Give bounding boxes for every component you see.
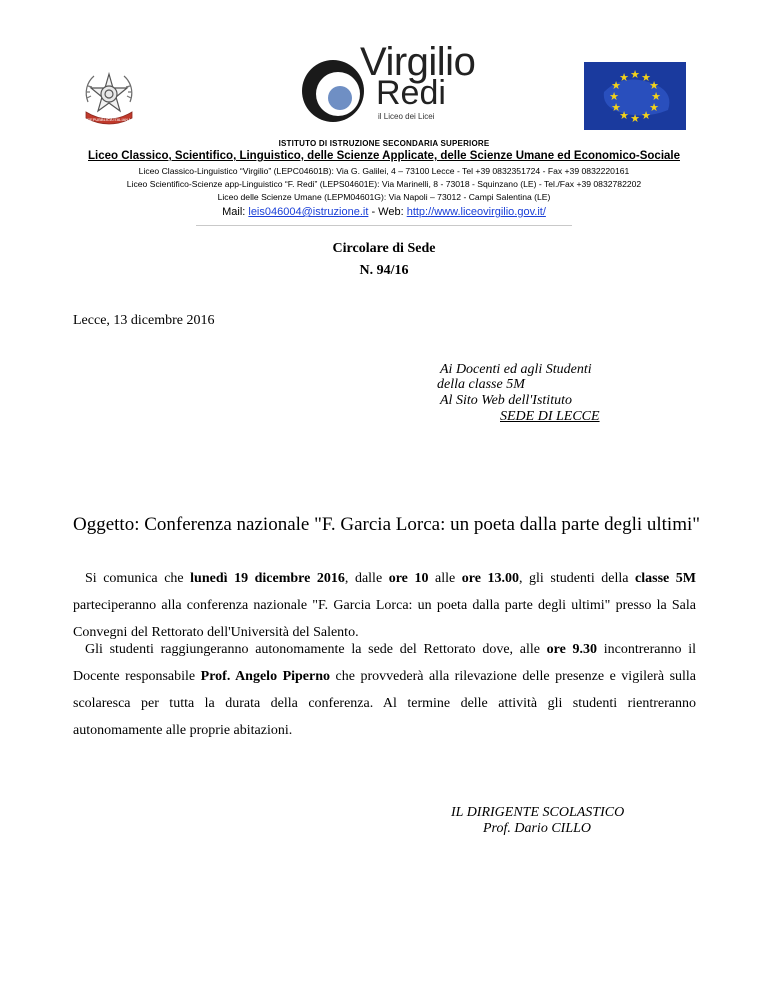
school-logo bbox=[298, 42, 488, 126]
web-label: - Web: bbox=[368, 206, 407, 218]
svg-text:★: ★ bbox=[611, 79, 621, 92]
address-line-redi: Liceo Scientifico-Scienze app-Linguistico “F. Redi” (LEPS04601E): Via Marinelli, 8 - 73018 - Squinzano (LE) - Tel./Fax +39 0832782202 bbox=[126, 179, 642, 189]
svg-text:★: ★ bbox=[630, 68, 640, 81]
circolare-title: Circolare di Sede bbox=[332, 241, 436, 256]
address-line-scienze-umane: Liceo delle Scienze Umane (LEPM04601G): Via Napoli – 73012 - Campi Salentina (LE) bbox=[217, 192, 551, 202]
contact-line bbox=[0, 206, 768, 218]
institute-heading: ISTITUTO DI ISTRUZIONE SECONDARIA SUPERIORE bbox=[278, 139, 490, 148]
document-date: Lecce, 13 dicembre 2016 bbox=[73, 313, 215, 328]
logo-tagline: il Liceo dei Licei bbox=[378, 112, 435, 121]
svg-text:★: ★ bbox=[630, 112, 640, 125]
svg-text:★: ★ bbox=[641, 109, 651, 122]
header-divider bbox=[196, 225, 572, 226]
address-line-virgilio: Liceo Classico-Linguistico “Virgilio” (LEPC04601B): Via G. Galilei, 4 – 73100 Lecce - Tel +39 0832351724 - Fax +39 0832220161 bbox=[138, 166, 630, 176]
italian-republic-emblem-icon bbox=[78, 68, 140, 130]
svg-text:★: ★ bbox=[641, 71, 651, 84]
subject-line: Oggetto: Conferenza nazionale "F. Garcia Lorca: un poeta dalla parte degli ultimi" bbox=[73, 514, 701, 535]
svg-text:★: ★ bbox=[619, 109, 629, 122]
mail-label: Mail: bbox=[222, 206, 249, 218]
svg-text:★: ★ bbox=[649, 79, 659, 92]
eu-flag-icon bbox=[584, 62, 686, 130]
svg-text:★: ★ bbox=[609, 90, 619, 103]
recipient-line: Ai Docenti ed agli Studenti bbox=[440, 362, 592, 377]
web-link[interactable]: http://www.liceovirgilio.gov.it/ bbox=[406, 206, 546, 218]
logo-swirl-icon bbox=[298, 56, 368, 126]
logo-brand-top: Virgilio bbox=[360, 40, 476, 84]
recipient-line: SEDE DI LECCE bbox=[500, 409, 600, 424]
svg-text:★: ★ bbox=[611, 101, 621, 114]
signature-role: IL DIRIGENTE SCOLASTICO bbox=[451, 805, 625, 820]
svg-text:★: ★ bbox=[619, 71, 629, 84]
body-paragraph: Si comunica che lunedì 19 dicembre 2016, dalle ore 10 alle ore 13.00, gli studenti della classe 5M parteciperanno alla conferenza nazionale "F. Garcia Lorca: un poeta dalla parte degli ultimi" presso la Sala Convegni del Rettorato dell'Università del Salento. bbox=[73, 571, 696, 640]
recipient-line: Al Sito Web dell'Istituto bbox=[440, 393, 572, 408]
svg-text:REPUBBLICA ITALIANA: REPUBBLICA ITALIANA bbox=[87, 117, 131, 122]
mail-link[interactable]: leis046004@istruzione.it bbox=[248, 206, 369, 218]
recipient-line: della classe 5M bbox=[437, 377, 525, 392]
logo-brand-bottom: Redi bbox=[376, 74, 446, 112]
svg-text:★: ★ bbox=[649, 101, 659, 114]
circolare-number: N. 94/16 bbox=[359, 263, 409, 278]
signature-name: Prof. Dario CILLO bbox=[483, 821, 592, 836]
svg-text:★: ★ bbox=[651, 90, 661, 103]
licei-heading: Liceo Classico, Scientifico, Linguistico, delle Scienze Applicate, delle Scienze Umane ed Economico-Sociale bbox=[88, 150, 680, 162]
body-paragraph: Gli studenti raggiungeranno autonomamente la sede del Rettorato dove, alle ore 9.30 incontreranno il Docente responsabile Prof. Angelo Piperno che provvederà alla rilevazione delle presenze e vigilerà sulla scolaresca per tutta la durata della conferenza. Al termine delle attività gli studenti rientreranno autonomamente alle proprie abitazioni. bbox=[73, 642, 697, 738]
